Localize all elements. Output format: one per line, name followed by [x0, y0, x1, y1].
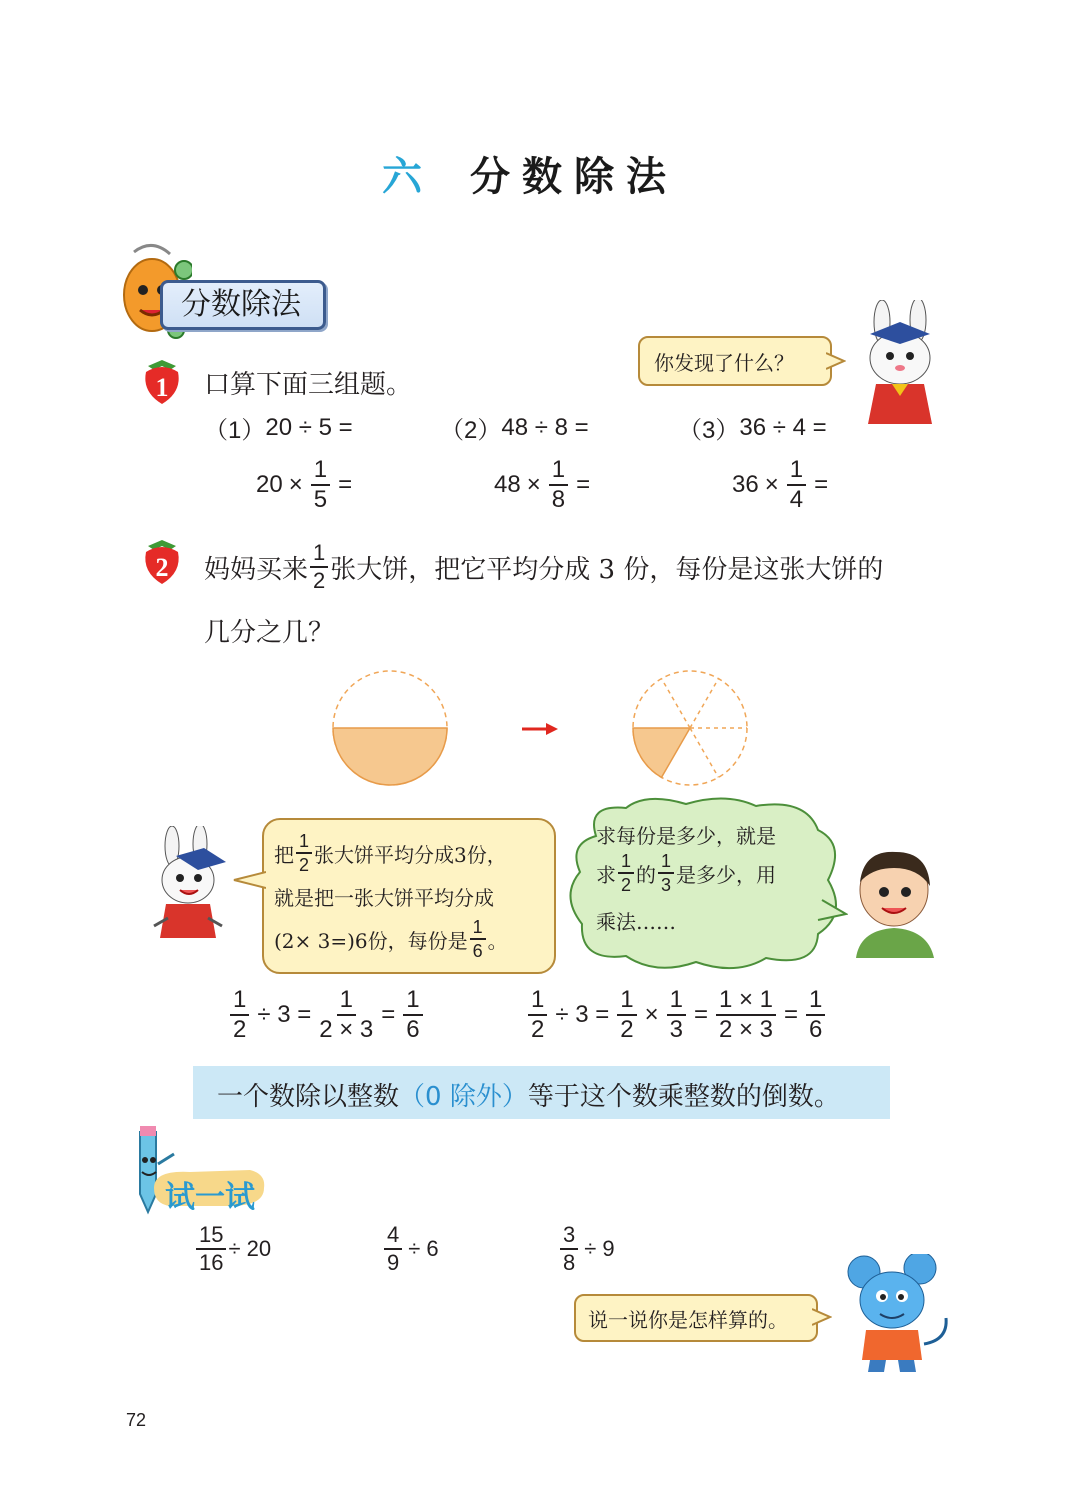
- q1-group-3-line2: 36 × $\frac{1}{4}$ =: [732, 456, 829, 513]
- speech-bubble: [574, 1294, 818, 1342]
- q1-prompt: 口算下面三组题。: [204, 370, 413, 400]
- arrow-right-icon: [522, 722, 560, 736]
- bubble-right-line1: 求每份是多少，就是: [596, 824, 776, 848]
- speech-bubble: [638, 336, 832, 386]
- mouse-mascot-icon: [840, 1254, 952, 1376]
- boy-mascot-icon: [850, 846, 938, 958]
- strawberry-badge-icon: [140, 358, 184, 406]
- q2-line1: 妈妈买来 $\frac{1}{2}$ 张大饼，把它平均分成 3 份，每份是这张大饼的: [204, 540, 884, 593]
- bubble-right-line3: 乘法……: [596, 910, 676, 934]
- bubble-tail-icon: [232, 870, 266, 890]
- bubble-left-line3: (2× 3=)6份，每份是 $\frac{1}{6}$ 。: [274, 917, 508, 961]
- bubble-left-line2: 就是把一张大饼平均分成: [274, 886, 494, 910]
- bubble-tail-icon: [826, 352, 846, 370]
- section-tag: [160, 280, 326, 330]
- try-item-1: $\frac{15}{16}$ ÷ 20: [194, 1224, 271, 1274]
- bubble-left-line1: 把 $\frac{1}{2}$ 张大饼平均分成3份，: [274, 831, 507, 875]
- bubble-tail-icon: [812, 1308, 832, 1326]
- rabbit-mascot-icon: [148, 826, 234, 944]
- chapter-title: 分数除法: [470, 154, 678, 200]
- sixth-pie-diagram: [630, 668, 752, 790]
- badge-number: 2: [155, 553, 169, 582]
- q1-group-3-line1: （3） 36 ÷ 4 =: [678, 413, 827, 444]
- chapter-number: 六: [382, 154, 422, 200]
- explain-bubble-left: [262, 818, 556, 974]
- bubble-text: 说一说你是怎样算的。: [588, 1308, 788, 1332]
- rule-text: 一个数除以整数（0 除外）等于这个数乘整数的倒数。: [217, 1082, 840, 1112]
- q1-group-2-line2: 48 × $\frac{1}{8}$ =: [494, 456, 591, 513]
- half-pie-diagram: [330, 668, 452, 790]
- q1-group-2-line1: （2） 48 ÷ 8 =: [440, 413, 589, 444]
- q2-line2: 几分之几？: [204, 618, 335, 648]
- try-label: 试一试: [165, 1180, 255, 1215]
- try-item-2: $\frac{4}{9}$ ÷ 6: [382, 1224, 445, 1274]
- rabbit-mascot-icon: [852, 300, 948, 428]
- badge-number: 1: [155, 373, 169, 402]
- page-number: 72: [126, 1410, 147, 1430]
- strawberry-badge-icon: [140, 538, 184, 586]
- equation-left: $\frac{1}{2}$ ÷ 3 = $\frac{1}{2 \times 3}$ = $\frac{1}{6}$: [228, 988, 425, 1042]
- bubble-text: 你发现了什么？: [654, 351, 794, 375]
- q1-group-1-line2: 20 × $\frac{1}{5}$ =: [256, 456, 353, 513]
- q1-group-1-line1: （1） 20 ÷ 5 =: [204, 413, 353, 444]
- equation-right: $\frac{1}{2}$ ÷ 3 = $\frac{1}{2}$ × $\frac{1}{3}$ = $\frac{1 \times 1}{2 \times 3}$ = $\frac{1}{6}$: [526, 988, 827, 1042]
- q1-groups: [204, 410, 864, 520]
- rule-box: [193, 1066, 890, 1119]
- section-tag-label: 分数除法: [181, 287, 301, 322]
- try-item-3: $\frac{3}{8}$ ÷ 9: [558, 1224, 621, 1274]
- bubble-right-line2: 求 $\frac{1}{2}$ 的 $\frac{1}{3}$ 是多少，用: [596, 851, 777, 895]
